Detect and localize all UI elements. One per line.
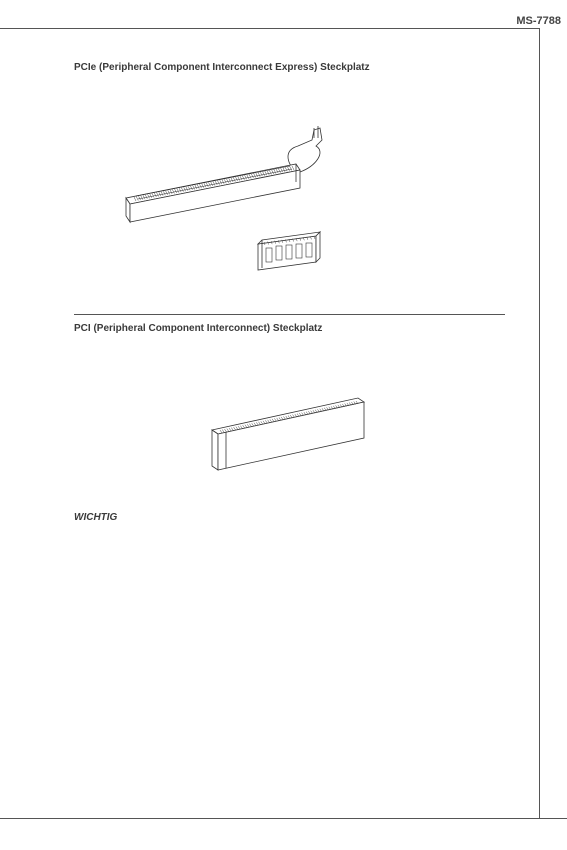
important-note-title: WICHTIG bbox=[74, 512, 118, 523]
pci-section-title: PCI (Peripheral Component Interconnect) Steckplatz bbox=[74, 323, 323, 334]
model-number: MS-7788 bbox=[516, 15, 561, 27]
pcie-section-title: PCIe (Peripheral Component Interconnect Express) Steckplatz bbox=[74, 62, 370, 73]
